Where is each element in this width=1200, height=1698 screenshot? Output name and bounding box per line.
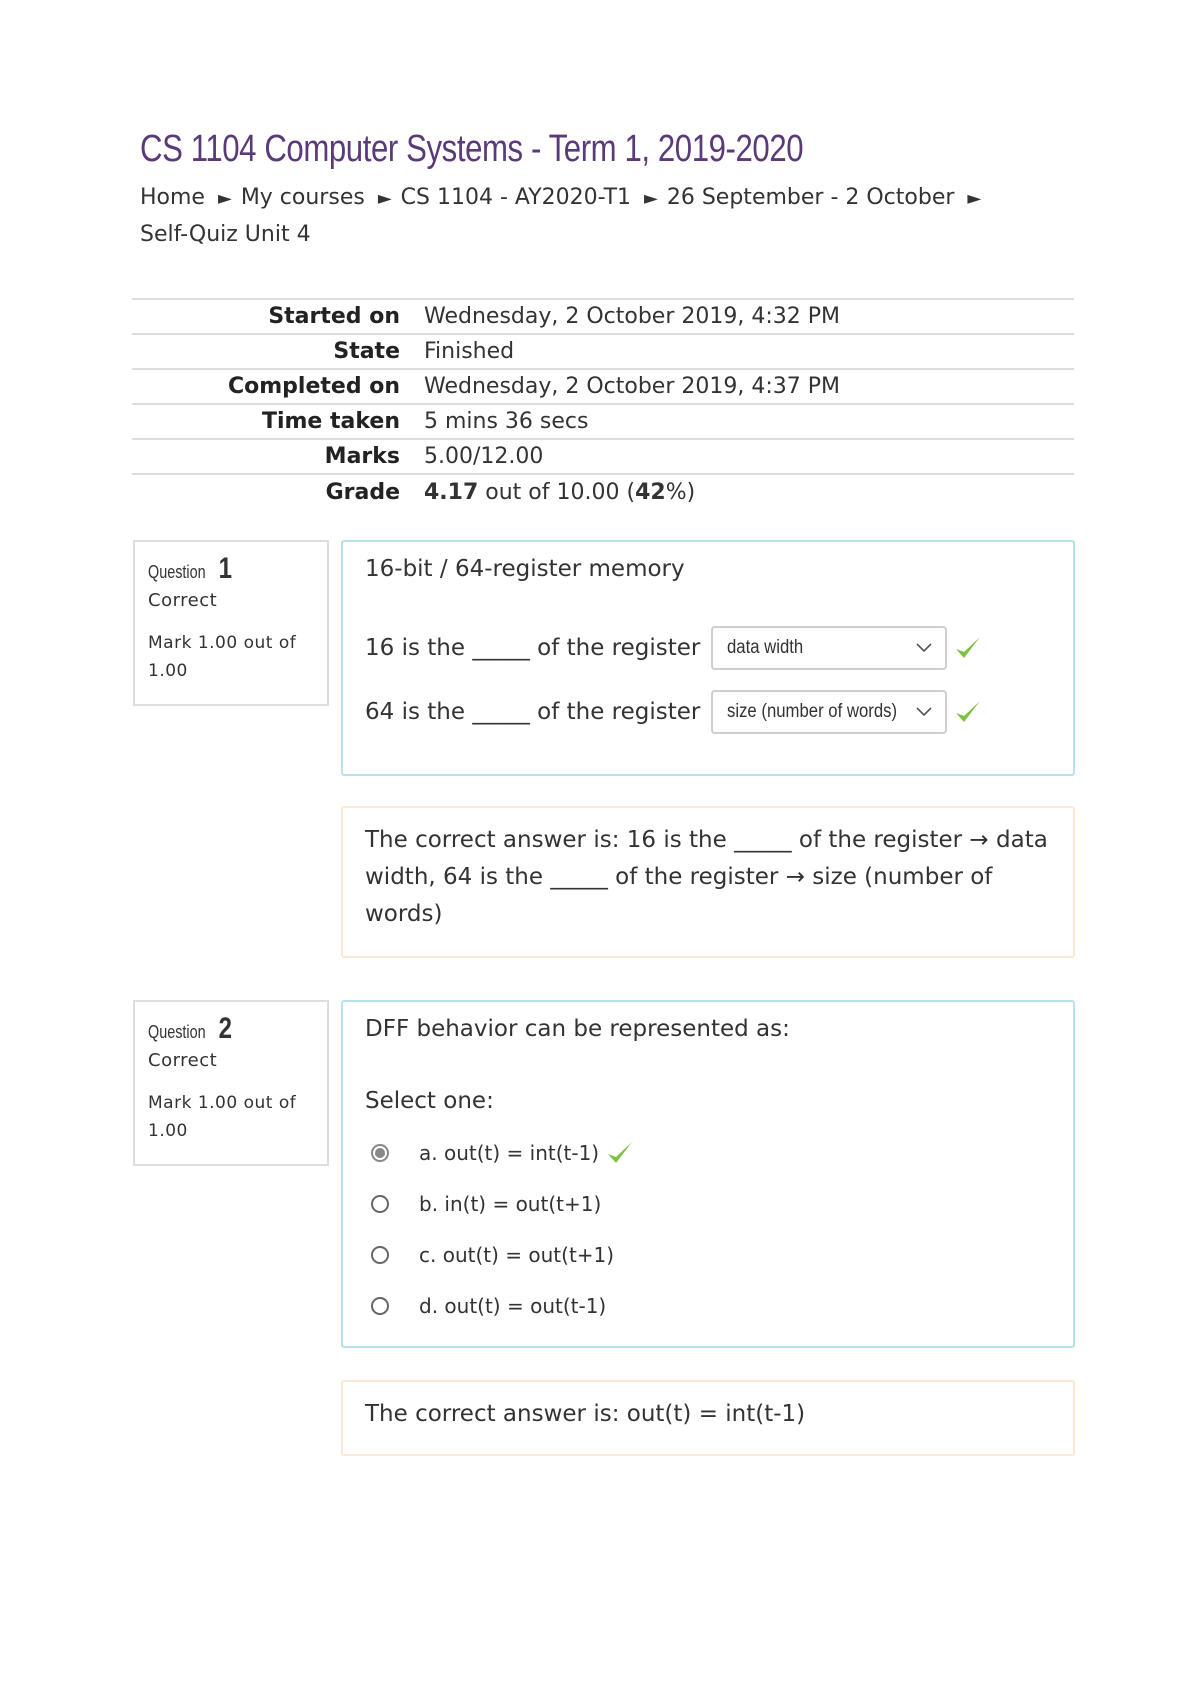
breadcrumb-quiz[interactable]: Self-Quiz Unit 4 (140, 222, 311, 247)
check-icon (953, 633, 983, 663)
summary-value: Wednesday, 2 October 2019, 4:32 PM (424, 304, 841, 329)
answer-option-d[interactable] (371, 1294, 606, 1318)
summary-value: 5.00/12.00 (424, 444, 544, 469)
summary-label: Started on (268, 304, 400, 329)
grade-score: 4.17 (424, 479, 479, 505)
summary-value: 5 mins 36 secs (424, 409, 589, 434)
option-label: b. in(t) = out(t+1) (419, 1192, 602, 1216)
question-grade: Mark 1.00 out of 1.00 (148, 633, 297, 681)
summary-label: Grade (325, 479, 400, 505)
breadcrumb-home[interactable]: Home (140, 185, 205, 210)
match-stem: 64 is the _____ of the register (365, 699, 701, 725)
summary-row-completed (132, 369, 1074, 404)
breadcrumb-separator: ► (377, 188, 392, 209)
question-feedback-2 (341, 1380, 1075, 1456)
answer-select-1[interactable] (711, 626, 947, 670)
feedback-text: The correct answer is: 16 is the _____ of the register → data width, 64 is the _____ of the register → size (number of words) (365, 827, 1048, 927)
select-value: data width (727, 637, 804, 658)
breadcrumb-separator: ► (967, 188, 982, 209)
summary-label: Completed on (227, 374, 400, 399)
check-icon (605, 1138, 635, 1168)
feedback-text: The correct answer is: out(t) = int(t-1) (365, 1401, 806, 1427)
question-label: Question (148, 562, 206, 582)
breadcrumb-week[interactable]: 26 September - 2 October (666, 185, 955, 210)
question-state: Correct (148, 590, 218, 611)
breadcrumb-separator: ► (217, 188, 232, 209)
question-text: DFF behavior can be represented as: (365, 1016, 790, 1042)
match-row-1 (365, 626, 983, 670)
breadcrumb-course[interactable]: CS 1104 - AY2020-T1 (400, 185, 632, 210)
select-value: size (number of words) (727, 701, 898, 722)
summary-row-state (132, 334, 1074, 369)
breadcrumb-my-courses[interactable]: My courses (240, 185, 365, 210)
answer-option-a[interactable] (371, 1138, 635, 1168)
radio-button[interactable] (371, 1246, 389, 1264)
chevron-down-icon (915, 640, 933, 654)
summary-row-grade (132, 474, 1074, 509)
question-number: 1 (218, 552, 233, 585)
question-content-2 (341, 1000, 1075, 1348)
question-number: 2 (218, 1012, 233, 1045)
breadcrumb-separator: ► (644, 188, 658, 209)
match-row-2 (365, 690, 983, 734)
radio-button[interactable] (371, 1144, 389, 1162)
option-label: d. out(t) = out(t-1) (419, 1294, 607, 1318)
check-icon (953, 697, 983, 727)
page-title: CS 1104 Computer Systems - Term 1, 2019-2020 (140, 128, 804, 170)
select-one-prompt: Select one: (365, 1088, 494, 1114)
question-info-2 (133, 1000, 329, 1166)
question-state: Correct (148, 1050, 218, 1071)
summary-label: Time taken (261, 409, 400, 434)
radio-button[interactable] (371, 1195, 389, 1213)
summary-value: Wednesday, 2 October 2019, 4:37 PM (424, 374, 841, 399)
radio-button[interactable] (371, 1297, 389, 1315)
question-label: Question (148, 1022, 206, 1042)
summary-label: State (333, 339, 400, 364)
breadcrumb (140, 180, 1070, 253)
grade-text: out of 10.00 ( (478, 479, 636, 505)
option-label: a. out(t) = int(t-1) (419, 1141, 600, 1165)
question-feedback-1 (341, 806, 1075, 958)
question-info-1 (133, 540, 329, 706)
answer-option-c[interactable] (371, 1243, 614, 1267)
grade-text-end: %) (665, 479, 696, 505)
summary-value: Finished (424, 339, 515, 364)
grade-percent: 42 (635, 479, 666, 505)
question-grade: Mark 1.00 out of 1.00 (148, 1093, 297, 1141)
question-content-1 (341, 540, 1075, 776)
match-stem: 16 is the _____ of the register (365, 635, 701, 661)
summary-row-marks (132, 439, 1074, 474)
answer-option-b[interactable] (371, 1192, 601, 1216)
summary-value (424, 474, 1074, 509)
summary-row-started (132, 299, 1074, 334)
option-label: c. out(t) = out(t+1) (419, 1243, 615, 1267)
attempt-summary-table (132, 298, 1074, 509)
answer-select-2[interactable] (711, 690, 947, 734)
summary-row-time-taken (132, 404, 1074, 439)
question-text: 16-bit / 64-register memory (365, 556, 685, 582)
chevron-down-icon (915, 704, 933, 718)
summary-label: Marks (324, 444, 400, 469)
